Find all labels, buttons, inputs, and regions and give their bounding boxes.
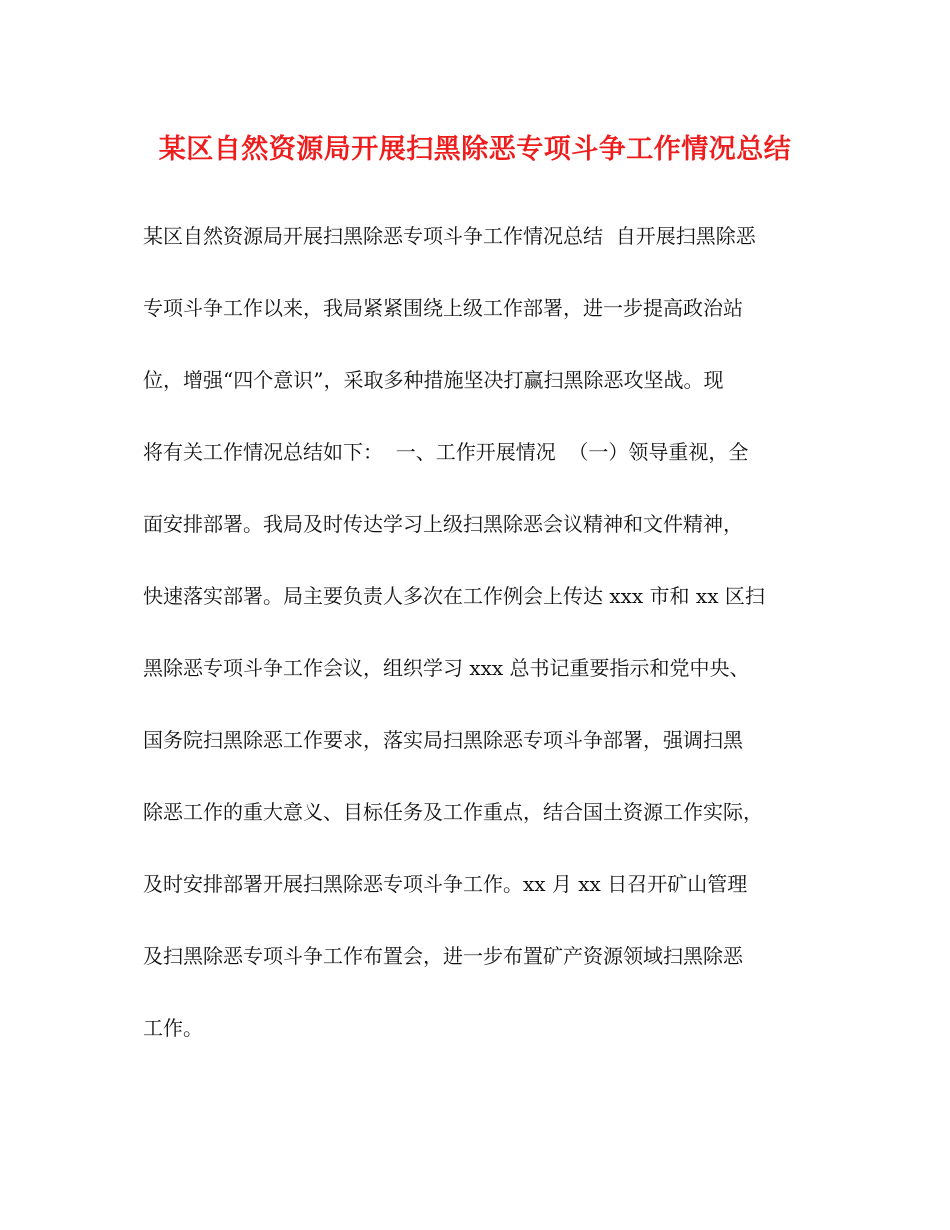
body-line: 专项斗争工作以来，我局紧紧围绕上级工作部署，进一步提高政治站 (143, 296, 743, 320)
body-line: 国务院扫黑除恶工作要求，落实局扫黑除恶专项斗争部署，强调扫黑 (143, 728, 743, 752)
body-line: 及扫黑除恶专项斗争工作布置会，进一步布置矿产资源领域扫黑除恶 (143, 944, 743, 968)
body-line: 某区自然资源局开展扫黑除恶专项斗争工作情况总结 自开展扫黑除恶 (143, 224, 756, 248)
body-line: 快速落实部署。局主要负责人多次在工作例会上传达 xxx 市和 xx 区扫 (143, 584, 765, 608)
body-line: 工作。 (143, 1016, 203, 1040)
document-title: 某区自然资源局开展扫黑除恶专项斗争工作情况总结 (158, 134, 792, 165)
body-line: 及时安排部署开展扫黑除恶专项斗争工作。xx 月 xx 日召开矿山管理 (143, 872, 748, 896)
body-line: 位，增强“四个意识”，采取多种措施坚决打赢扫黑除恶攻坚战。现 (143, 368, 724, 392)
body-line: 将有关工作情况总结如下： 一、工作开展情况 （一）领导重视，全 (143, 440, 749, 464)
body-line: 黑除恶专项斗争工作会议，组织学习 xxx 总书记重要指示和党中央、 (143, 656, 750, 680)
body-line: 面安排部署。我局及时传达学习上级扫黑除恶会议精神和文件精神， (143, 512, 743, 536)
body-line: 除恶工作的重大意义、目标任务及工作重点，结合国土资源工作实际， (143, 800, 763, 824)
